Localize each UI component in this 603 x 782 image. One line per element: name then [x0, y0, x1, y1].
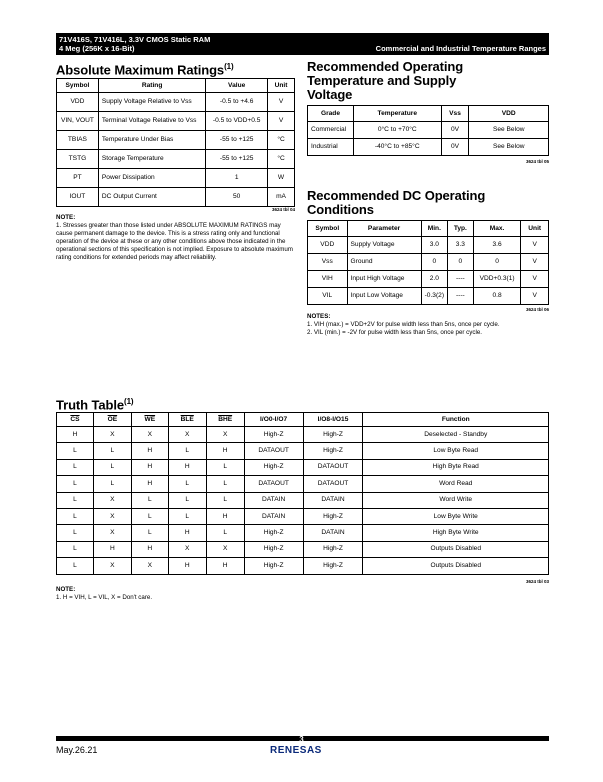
truth-row [57, 541, 549, 557]
rec-dc-title: Recommended DC Operating Conditions [307, 188, 486, 217]
truth-cell: High-Z [303, 508, 363, 524]
truth-cell: High-Z [303, 427, 363, 443]
truth-header: Function [363, 413, 549, 427]
rec-temp-cell: Industrial [308, 139, 354, 156]
renesas-logo: RENESAS [270, 745, 322, 756]
rec-dc-cell: V [521, 288, 549, 305]
truth-cell: High Byte Write [363, 525, 549, 541]
rec-temp-cell: 0°C to +70°C [353, 122, 441, 139]
truth-cell: X [206, 541, 244, 557]
abs-max-cell: -55 to +125 [206, 131, 268, 150]
rec-temp-title: Recommended Operating Temperature and Supply Voltage [307, 59, 464, 102]
abs-max-cell: -0.5 to VDD+0.5 [206, 112, 268, 131]
truth-cell: Outputs Disabled [363, 541, 549, 557]
truth-cell: DATAOUT [244, 443, 303, 459]
rec-temp-table [307, 105, 549, 156]
rec-dc-cell: Vss [308, 254, 348, 271]
abs-max-cell: Temperature Under Bias [98, 131, 205, 150]
truth-row [57, 443, 549, 459]
truth-cell: High-Z [244, 459, 303, 475]
truth-cell: DATAIN [303, 525, 363, 541]
truth-cell: H [168, 459, 206, 475]
rec-temp-cell: See Below [469, 139, 549, 156]
abs-max-row [57, 169, 295, 188]
truth-cell: H [131, 443, 168, 459]
abs-max-cell: 50 [206, 188, 268, 207]
truth-cell: L [57, 508, 94, 524]
truth-cell: DATAOUT [244, 476, 303, 492]
rec-dc-row [308, 237, 549, 254]
rec-dc-header: Typ. [448, 221, 474, 237]
truth-cell: L [57, 525, 94, 541]
truth-cell: L [131, 525, 168, 541]
rec-temp-header: Vss [441, 106, 469, 122]
truth-row [57, 427, 549, 443]
truth-cell: X [131, 558, 168, 574]
rec-dc-header: Min. [421, 221, 447, 237]
truth-cell: L [206, 525, 244, 541]
rec-dc-header: Symbol [308, 221, 348, 237]
abs-max-cell: Storage Temperature [98, 150, 205, 169]
rec-dc-table-id: 3624 tbl 06 [525, 307, 549, 312]
truth-cell: H [131, 541, 168, 557]
rec-temp-cell: 0V [441, 139, 469, 156]
rec-dc-cell: 0.8 [473, 288, 521, 305]
header-density: 4 Meg (256K x 16-Bit) [59, 44, 135, 53]
rec-temp-table-id: 3624 tbl 05 [525, 159, 549, 164]
truth-cell: L [93, 459, 131, 475]
truth-cell: X [93, 525, 131, 541]
abs-max-cell: °C [268, 131, 295, 150]
truth-table [56, 412, 549, 575]
abs-max-row [57, 131, 295, 150]
truth-cell: L [93, 476, 131, 492]
rec-dc-cell: Input High Voltage [347, 271, 421, 288]
rec-dc-cell: 3.6 [473, 237, 521, 254]
abs-max-cell: TBIAS [57, 131, 99, 150]
truth-cell: High-Z [244, 541, 303, 557]
truth-cell: Low Byte Read [363, 443, 549, 459]
rec-temp-cell: See Below [469, 122, 549, 139]
truth-row [57, 476, 549, 492]
rec-dc-cell: ---- [448, 288, 474, 305]
rec-dc-header: Max. [473, 221, 521, 237]
abs-max-cell: TSTG [57, 150, 99, 169]
abs-max-row [57, 150, 295, 169]
abs-max-row [57, 112, 295, 131]
truth-cell: L [57, 558, 94, 574]
rec-temp-cell: Commercial [308, 122, 354, 139]
truth-cell: L [93, 443, 131, 459]
abs-max-cell: IOUT [57, 188, 99, 207]
abs-max-table-id: 3624 tbl 04 [271, 207, 295, 212]
abs-max-title: Absolute Maximum Ratings$^{(1)}$ [56, 62, 234, 78]
truth-cell: L [57, 492, 94, 508]
truth-cell: H [57, 427, 94, 443]
rec-temp-row [308, 122, 549, 139]
truth-cell: L [57, 459, 94, 475]
truth-cell: X [168, 427, 206, 443]
truth-cell: L [206, 459, 244, 475]
truth-cell: L [168, 492, 206, 508]
rec-dc-cell: Input Low Voltage [347, 288, 421, 305]
truth-cell: X [93, 508, 131, 524]
truth-header: I/O0-I/O7 [244, 413, 303, 427]
rec-dc-row [308, 288, 549, 305]
rec-dc-cell: VIL [308, 288, 348, 305]
truth-cell: L [168, 476, 206, 492]
truth-cell: L [57, 443, 94, 459]
abs-max-row [57, 188, 295, 207]
abs-max-cell: Power Dissipation [98, 169, 205, 188]
truth-row [57, 508, 549, 524]
truth-cell: Word Read [363, 476, 549, 492]
truth-cell: H [93, 541, 131, 557]
rec-temp-row [308, 139, 549, 156]
truth-header: $\overline{BLE}$ [168, 413, 206, 427]
truth-cell: H [168, 525, 206, 541]
rec-dc-cell: 0 [448, 254, 474, 271]
rec-dc-cell: Ground [347, 254, 421, 271]
abs-max-cell: VDD [57, 93, 99, 112]
truth-row [57, 459, 549, 475]
truth-cell: H [206, 443, 244, 459]
truth-cell: X [93, 492, 131, 508]
abs-max-table [56, 78, 295, 207]
truth-cell: H [206, 558, 244, 574]
rec-temp-header: VDD [469, 106, 549, 122]
abs-max-row [57, 93, 295, 112]
page-number: 3 [299, 735, 304, 744]
truth-cell: L [206, 476, 244, 492]
truth-row [57, 525, 549, 541]
truth-table-note: NOTE: 1. H = VIH, L = VIL, X = Don't care. [56, 586, 153, 601]
abs-max-note: NOTE: 1. Stresses greater than those listed under ABSOLUTE MAXIMUM RATINGS may cause permanent damage to the device. This is a stress rating only and functional operation of the device at these or any other conditions above those indicated in the operational sections of this specification is not implied. Exposure to absolute maximum rating conditions for extended periods may affect reliability. [56, 214, 293, 261]
abs-max-header: Symbol [57, 79, 99, 93]
header-temp-range: Commercial and Industrial Temperature Ranges [375, 44, 546, 53]
rec-dc-cell: VDD [308, 237, 348, 254]
rec-dc-header: Parameter [347, 221, 421, 237]
rec-dc-cell: -0.3(2) [421, 288, 447, 305]
rec-dc-row [308, 254, 549, 271]
truth-cell: X [93, 427, 131, 443]
abs-max-header: Value [206, 79, 268, 93]
rec-dc-cell: V [521, 254, 549, 271]
abs-max-cell: mA [268, 188, 295, 207]
abs-max-cell: V [268, 112, 295, 131]
truth-table-id: 3624 tbl 03 [525, 579, 549, 584]
truth-cell: DATAIN [303, 492, 363, 508]
rec-dc-cell: Supply Voltage [347, 237, 421, 254]
rec-temp-cell: -40°C to +85°C [353, 139, 441, 156]
truth-cell: DATAIN [244, 508, 303, 524]
page-header [56, 33, 549, 55]
rec-dc-cell: 0 [421, 254, 447, 271]
truth-row [57, 558, 549, 574]
truth-cell: L [131, 492, 168, 508]
abs-max-cell: -55 to +125 [206, 150, 268, 169]
truth-cell: H [131, 476, 168, 492]
rec-dc-cell: VDD+0.3(1) [473, 271, 521, 288]
rec-dc-cell: V [521, 271, 549, 288]
truth-cell: Word Write [363, 492, 549, 508]
truth-cell: H [206, 508, 244, 524]
truth-cell: X [131, 427, 168, 443]
rec-dc-row [308, 271, 549, 288]
truth-cell: DATAOUT [303, 476, 363, 492]
truth-cell: L [168, 443, 206, 459]
revision-date: May.26.21 [56, 745, 98, 755]
truth-cell: High-Z [303, 541, 363, 557]
truth-row [57, 492, 549, 508]
abs-max-header: Rating [98, 79, 205, 93]
abs-max-cell: -0.5 to +4.6 [206, 93, 268, 112]
abs-max-header: Unit [268, 79, 295, 93]
truth-cell: High-Z [244, 427, 303, 443]
abs-max-cell: Terminal Voltage Relative to Vss [98, 112, 205, 131]
truth-header: $\overline{OE}$ [93, 413, 131, 427]
truth-cell: Outputs Disabled [363, 558, 549, 574]
truth-cell: DATAOUT [303, 459, 363, 475]
rec-dc-cell: 2.0 [421, 271, 447, 288]
abs-max-cell: DC Output Current [98, 188, 205, 207]
truth-cell: L [57, 541, 94, 557]
truth-header: $\overline{WE}$ [131, 413, 168, 427]
truth-cell: X [206, 427, 244, 443]
rec-temp-header: Temperature [353, 106, 441, 122]
rec-dc-cell: 3.0 [421, 237, 447, 254]
rec-temp-header: Grade [308, 106, 354, 122]
truth-cell: L [131, 508, 168, 524]
truth-cell: High-Z [244, 558, 303, 574]
abs-max-cell: °C [268, 150, 295, 169]
truth-cell: High-Z [244, 525, 303, 541]
rec-dc-cell: VIH [308, 271, 348, 288]
truth-cell: H [168, 558, 206, 574]
truth-cell: High Byte Read [363, 459, 549, 475]
abs-max-cell: W [268, 169, 295, 188]
abs-max-cell: 1 [206, 169, 268, 188]
truth-cell: DATAIN [244, 492, 303, 508]
rec-dc-cell: ---- [448, 271, 474, 288]
truth-cell: H [131, 459, 168, 475]
abs-max-cell: PT [57, 169, 99, 188]
rec-dc-table [307, 220, 549, 305]
rec-temp-cell: 0V [441, 122, 469, 139]
truth-header: I/O8-I/O15 [303, 413, 363, 427]
abs-max-cell: V [268, 93, 295, 112]
header-part-number: 71V416S, 71V416L, 3.3V CMOS Static RAM [59, 35, 211, 44]
rec-dc-cell: 0 [473, 254, 521, 271]
rec-dc-notes: NOTES: 1. VIH (max.) = VDD+2V for pulse width less than 5ns, once per cycle. 2. VIL (min.) = -2V for pulse width less than 5ns, once per cycle. [307, 313, 500, 336]
truth-header: $\overline{BHE}$ [206, 413, 244, 427]
truth-cell: Low Byte Write [363, 508, 549, 524]
abs-max-cell: Supply Voltage Relative to Vss [98, 93, 205, 112]
truth-cell: L [57, 476, 94, 492]
truth-table-title: Truth Table$^{(1)}$ [56, 397, 134, 413]
truth-cell: High-Z [303, 443, 363, 459]
abs-max-cell: VIN, VOUT [57, 112, 99, 131]
truth-cell: L [206, 492, 244, 508]
rec-dc-cell: 3.3 [448, 237, 474, 254]
truth-cell: X [168, 541, 206, 557]
truth-cell: Deselected - Standby [363, 427, 549, 443]
rec-dc-header: Unit [521, 221, 549, 237]
truth-cell: X [93, 558, 131, 574]
truth-cell: L [168, 508, 206, 524]
truth-header: $\overline{CS}$ [57, 413, 94, 427]
truth-cell: High-Z [303, 558, 363, 574]
rec-dc-cell: V [521, 237, 549, 254]
